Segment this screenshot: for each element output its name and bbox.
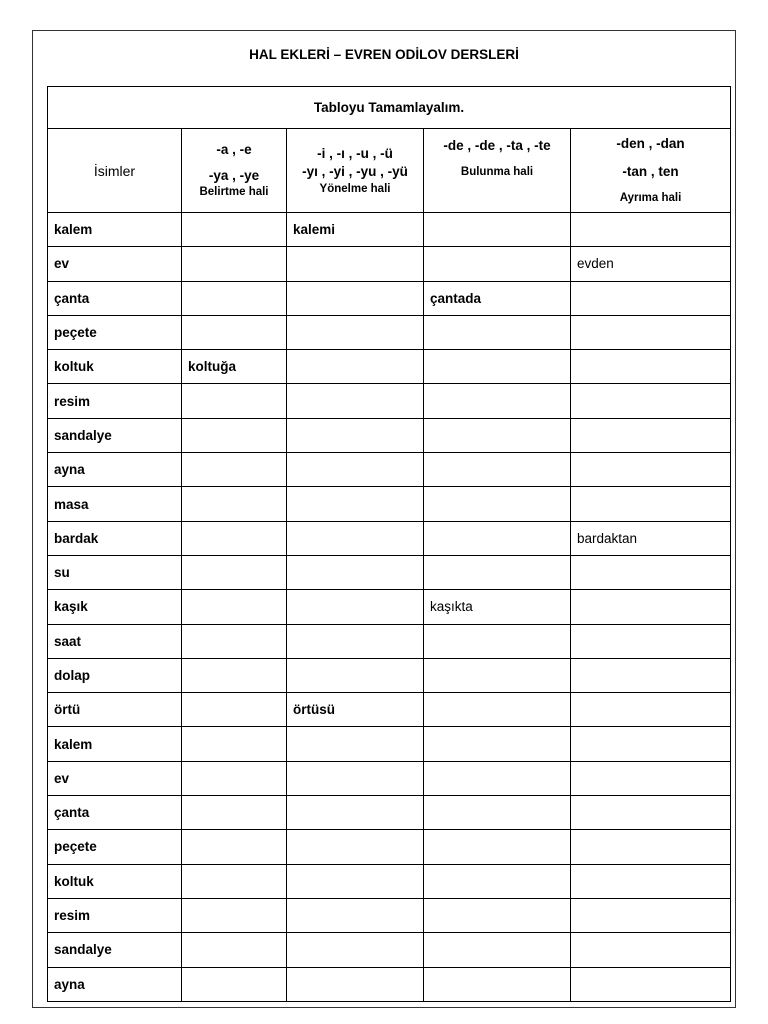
- noun-cell: ayna: [48, 453, 182, 487]
- suffix-line: -i , -ı , -u , -ü: [317, 145, 393, 161]
- answer-cell-belirtme: [182, 898, 287, 932]
- answer-cell-belirtme: [182, 624, 287, 658]
- table-row: [48, 384, 731, 418]
- answer-cell-ayrima: [571, 693, 731, 727]
- answer-cell-bulunma: [424, 315, 571, 349]
- page-title: HAL EKLERİ – EVREN ODİLOV DERSLERİ: [249, 47, 519, 62]
- answer-cell-ayrima: [571, 315, 731, 349]
- noun-cell: sandalye: [48, 933, 182, 967]
- noun-cell: peçete: [48, 315, 182, 349]
- answer-cell-belirtme: [182, 453, 287, 487]
- answer-cell-yonelme: [287, 658, 424, 692]
- answer-cell-belirtme: [182, 213, 287, 247]
- answer-cell-yonelme: [287, 281, 424, 315]
- answer-cell-ayrima: [571, 933, 731, 967]
- suffix-line: -de , -de , -ta , -te: [443, 138, 551, 153]
- answer-cell-ayrima: [571, 555, 731, 589]
- noun-cell: kaşık: [48, 590, 182, 624]
- answer-cell-bulunma: [424, 727, 571, 761]
- answer-cell-yonelme: [287, 796, 424, 830]
- table-row: [48, 624, 731, 658]
- worksheet-table: [47, 86, 731, 1002]
- answer-cell-belirtme: [182, 830, 287, 864]
- answer-cell-bulunma: [424, 521, 571, 555]
- noun-cell: dolap: [48, 658, 182, 692]
- table-row: [48, 315, 731, 349]
- answer-cell-belirtme: [182, 315, 287, 349]
- answer-cell-yonelme: [287, 590, 424, 624]
- answer-cell-bulunma: [424, 247, 571, 281]
- answer-cell-ayrima: [571, 453, 731, 487]
- answer-cell-belirtme: [182, 796, 287, 830]
- table-row: [48, 247, 731, 281]
- noun-cell: kalem: [48, 213, 182, 247]
- answer-cell-belirtme: [182, 521, 287, 555]
- answer-cell-yonelme: [287, 453, 424, 487]
- answer-cell-bulunma: [424, 796, 571, 830]
- column-header-bulunma: [424, 129, 571, 213]
- answer-cell-belirtme: [182, 281, 287, 315]
- answer-cell-bulunma: [424, 384, 571, 418]
- noun-cell: resim: [48, 384, 182, 418]
- table-row: [48, 213, 731, 247]
- noun-cell: bardak: [48, 521, 182, 555]
- table-row: [48, 761, 731, 795]
- table-row: [48, 521, 731, 555]
- answer-cell-ayrima: [571, 830, 731, 864]
- noun-cell: saat: [48, 624, 182, 658]
- answer-cell-ayrima: evden: [571, 247, 731, 281]
- noun-cell: sandalye: [48, 418, 182, 452]
- noun-cell: ayna: [48, 967, 182, 1001]
- answer-cell-bulunma: [424, 213, 571, 247]
- answer-cell-yonelme: [287, 247, 424, 281]
- table-row: [48, 487, 731, 521]
- answer-cell-ayrima: [571, 967, 731, 1001]
- answer-cell-yonelme: [287, 761, 424, 795]
- table-heading-row: [48, 87, 731, 129]
- answer-cell-bulunma: çantada: [424, 281, 571, 315]
- answer-cell-yonelme: [287, 555, 424, 589]
- noun-cell: resim: [48, 898, 182, 932]
- answer-cell-ayrima: [571, 796, 731, 830]
- answer-cell-belirtme: [182, 590, 287, 624]
- answer-cell-bulunma: [424, 898, 571, 932]
- table-row: [48, 418, 731, 452]
- answer-cell-bulunma: [424, 830, 571, 864]
- case-name: Yönelme hali: [319, 182, 391, 195]
- noun-cell: ev: [48, 761, 182, 795]
- answer-cell-ayrima: [571, 658, 731, 692]
- noun-cell: örtü: [48, 693, 182, 727]
- suffix-line: -yı , -yi , -yu , -yü: [302, 163, 408, 179]
- case-name: Bulunma hali: [460, 166, 534, 178]
- answer-cell-yonelme: [287, 898, 424, 932]
- table-row: [48, 693, 731, 727]
- answer-cell-ayrima: [571, 727, 731, 761]
- worksheet: [32, 30, 736, 1008]
- answer-cell-belirtme: [182, 864, 287, 898]
- column-header-label: İsimler: [93, 162, 136, 179]
- answer-cell-ayrima: [571, 384, 731, 418]
- answer-cell-belirtme: [182, 555, 287, 589]
- answer-cell-belirtme: [182, 658, 287, 692]
- noun-cell: kalem: [48, 727, 182, 761]
- answer-cell-yonelme: [287, 521, 424, 555]
- table-row: [48, 830, 731, 864]
- answer-cell-ayrima: [571, 281, 731, 315]
- column-header-belirtme: [182, 129, 287, 213]
- answer-cell-belirtme: [182, 761, 287, 795]
- table-row: [48, 864, 731, 898]
- answer-cell-yonelme: [287, 727, 424, 761]
- answer-cell-bulunma: [424, 761, 571, 795]
- answer-cell-bulunma: [424, 693, 571, 727]
- column-header-isimler: [48, 129, 182, 213]
- answer-cell-bulunma: [424, 555, 571, 589]
- answer-cell-bulunma: [424, 453, 571, 487]
- answer-cell-ayrima: [571, 418, 731, 452]
- answer-cell-belirtme: [182, 727, 287, 761]
- table-row: [48, 796, 731, 830]
- case-name: Belirtme hali: [199, 186, 269, 198]
- answer-cell-ayrima: [571, 350, 731, 384]
- answer-cell-bulunma: [424, 658, 571, 692]
- answer-cell-bulunma: [424, 967, 571, 1001]
- table-row: [48, 590, 731, 624]
- answer-cell-belirtme: [182, 384, 287, 418]
- answer-cell-bulunma: [424, 418, 571, 452]
- table-row: [48, 453, 731, 487]
- answer-cell-yonelme: örtüsü: [287, 693, 424, 727]
- column-header-ayrima: [571, 129, 731, 213]
- table-heading: Tabloyu Tamamlayalım.: [48, 87, 731, 129]
- answer-cell-ayrima: [571, 761, 731, 795]
- suffix-line: -a , -e: [216, 142, 252, 157]
- table-row: [48, 658, 731, 692]
- answer-cell-yonelme: kalemi: [287, 213, 424, 247]
- answer-cell-ayrima: [571, 624, 731, 658]
- answer-cell-bulunma: kaşıkta: [424, 590, 571, 624]
- answer-cell-belirtme: [182, 693, 287, 727]
- noun-cell: peçete: [48, 830, 182, 864]
- answer-cell-ayrima: [571, 864, 731, 898]
- answer-cell-belirtme: [182, 933, 287, 967]
- answer-cell-ayrima: [571, 590, 731, 624]
- answer-cell-bulunma: [424, 487, 571, 521]
- answer-cell-bulunma: [424, 933, 571, 967]
- answer-cell-ayrima: bardaktan: [571, 521, 731, 555]
- table-row: [48, 727, 731, 761]
- answer-cell-yonelme: [287, 830, 424, 864]
- table-row: [48, 281, 731, 315]
- suffix-line: -ya , -ye: [208, 168, 260, 183]
- answer-cell-yonelme: [287, 384, 424, 418]
- noun-cell: koltuk: [48, 864, 182, 898]
- answer-cell-belirtme: [182, 967, 287, 1001]
- noun-cell: su: [48, 555, 182, 589]
- noun-cell: çanta: [48, 796, 182, 830]
- column-header-row: [48, 129, 731, 213]
- table-row: [48, 555, 731, 589]
- answer-cell-ayrima: [571, 213, 731, 247]
- answer-cell-yonelme: [287, 418, 424, 452]
- answer-cell-yonelme: [287, 933, 424, 967]
- answer-cell-belirtme: koltuğa: [182, 350, 287, 384]
- answer-cell-ayrima: [571, 487, 731, 521]
- noun-cell: masa: [48, 487, 182, 521]
- answer-cell-bulunma: [424, 864, 571, 898]
- answer-cell-bulunma: [424, 624, 571, 658]
- noun-cell: ev: [48, 247, 182, 281]
- table-row: [48, 350, 731, 384]
- answer-cell-yonelme: [287, 967, 424, 1001]
- table-row: [48, 898, 731, 932]
- table-row: [48, 933, 731, 967]
- table-row: [48, 967, 731, 1001]
- answer-cell-yonelme: [287, 864, 424, 898]
- answer-cell-yonelme: [287, 487, 424, 521]
- answer-cell-yonelme: [287, 624, 424, 658]
- case-name: Ayrıma hali: [619, 192, 682, 204]
- answer-cell-yonelme: [287, 350, 424, 384]
- noun-cell: koltuk: [48, 350, 182, 384]
- suffix-line: -den , -dan: [616, 136, 685, 151]
- answer-cell-yonelme: [287, 315, 424, 349]
- column-header-yonelme: [287, 129, 424, 213]
- answer-cell-belirtme: [182, 418, 287, 452]
- answer-cell-belirtme: [182, 487, 287, 521]
- noun-cell: çanta: [48, 281, 182, 315]
- answer-cell-ayrima: [571, 898, 731, 932]
- suffix-line: -tan , ten: [622, 164, 679, 179]
- answer-cell-bulunma: [424, 350, 571, 384]
- answer-cell-belirtme: [182, 247, 287, 281]
